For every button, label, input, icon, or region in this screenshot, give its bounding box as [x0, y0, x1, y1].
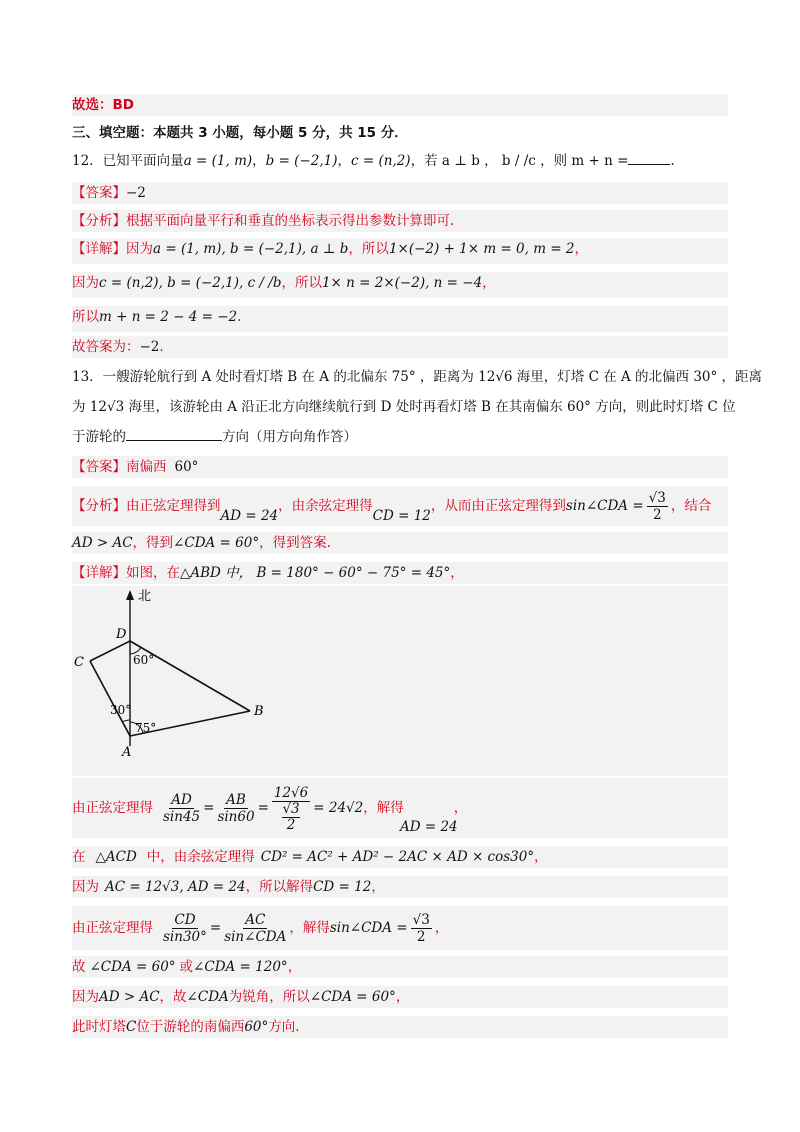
q13-step5-b: 或	[179, 959, 194, 975]
q13-detail-line-1	[72, 562, 728, 584]
label-C: C	[74, 655, 84, 670]
q12-detail-1c: ，	[574, 241, 589, 257]
q13-step7-b: 位于游轮的南偏西	[136, 1019, 245, 1035]
q13-stem-3a: 于游轮的	[72, 429, 126, 445]
q13-analysis-1b: ，由余弦定理得	[278, 498, 373, 514]
q13-step1-frac3	[272, 785, 310, 833]
q12-detail-1a: 因为	[126, 241, 153, 257]
q13-step7-math2: 60°	[244, 1019, 269, 1035]
q13-answer-blank	[126, 440, 222, 441]
q13-stem-line-3	[72, 426, 728, 448]
q13-stem-3b: 方向（用方向角作答）	[222, 429, 357, 445]
q13-stem-line-2: 为 12√3 海里，该游轮由 A 沿正北方向继续航行到 D 处时再看灯塔 B 在其南偏东 60° 方向，则此时灯塔 C 位	[72, 399, 736, 415]
q13-step4-den: 2	[416, 929, 426, 945]
q13-detail-tag: 【详解】	[72, 565, 126, 581]
q12-final-value: −2	[139, 339, 160, 355]
q12-analysis-text: 根据平面向量平行和垂直的坐标表示得出参数计算即可.	[126, 213, 455, 229]
q13-step5-c: ，	[287, 959, 302, 975]
q13-step2-math2: CD² = AC² + AD² − 2AC × AD × cos30°	[260, 849, 535, 865]
q13-step1-f3-den-den: 2	[286, 816, 296, 833]
q13-step4-c: ，	[434, 920, 449, 936]
q13-analysis-1c: ，从而由正弦定理得到	[430, 498, 566, 514]
q13-step4-math: sin∠CDA =	[329, 920, 408, 936]
q12-detail-3a: 所以	[72, 309, 99, 325]
q13-step7-a: 此时灯塔	[72, 1019, 126, 1035]
q13-step4-f2-num: AC	[245, 912, 266, 928]
section-heading: 三、填空题：本题共 3 小题，每小题 5 分，共 15 分．	[72, 125, 408, 141]
q13-step-2	[72, 846, 728, 868]
q13-step6-d: ，	[395, 989, 410, 1005]
angle-arc-30	[122, 720, 130, 722]
q13-step1-frac1	[163, 792, 200, 825]
q13-analysis-frac-den: 2	[652, 507, 662, 523]
q13-analysis-frac	[647, 490, 668, 523]
q13-step6-math: AD > AC	[99, 989, 160, 1005]
q12-analysis-tag: 【分析】	[72, 213, 126, 229]
q13-step1-f1-num: AD	[171, 792, 192, 808]
q13-answer-angle: 60°	[174, 459, 199, 475]
q13-step6-math3: ∠CDA = 60°	[309, 989, 396, 1005]
q13-step1-b: ，解得	[363, 800, 404, 816]
q12-answer-tag: 【答案】	[72, 185, 126, 201]
q13-answer-line	[72, 456, 728, 478]
q13-step5-math: ∠CDA = 60°	[89, 959, 176, 975]
segment-DB	[130, 641, 250, 711]
q13-analysis-frac-num: √3	[648, 490, 666, 506]
q13-step-6	[72, 986, 728, 1008]
label-angle-30: 30°	[110, 703, 132, 717]
q13-step-4	[72, 906, 728, 950]
q13-analysis-2-m2: ∠CDA = 60°	[173, 535, 260, 551]
q13-step1-frac2	[217, 792, 254, 825]
q13-step1-eq1: =	[203, 800, 215, 816]
q12-detail-2-math2: 1× n = 2×(−2), n = −4	[321, 275, 483, 291]
q13-analysis-line-2	[72, 532, 728, 554]
q13-analysis-2-m1: AD > AC	[72, 535, 133, 551]
choice-answer-line: 故选：BD	[72, 94, 728, 116]
q12-detail-1-math2: 1×(−2) + 1× m = 0, m = 2	[388, 241, 575, 257]
figure-panel	[72, 586, 728, 776]
q13-step1-result-text: AD = 24	[400, 819, 458, 835]
q13-step3-b: ，所以解得	[245, 879, 314, 895]
q13-step4-frac2	[224, 912, 286, 945]
q13-step4-f1-num: CD	[174, 912, 196, 928]
segment-DC	[90, 641, 130, 661]
q12-condition: ，若 a ⊥ b ， b / /c ，则 m + n =	[410, 153, 629, 169]
q13-step3-a: 因为	[72, 879, 99, 895]
q12-c-expr: c = (n,2)	[351, 153, 411, 169]
q13-step1-f1-den: sin45	[163, 809, 201, 825]
q12-detail-3b: .	[237, 309, 242, 325]
q13-analysis-1a: 由正弦定理得到	[126, 498, 221, 514]
q13-analysis-1-m1: AD = 24	[220, 508, 279, 524]
q13-step1-f2-den: sin60	[217, 809, 255, 825]
q13-analysis-1-m2: CD = 12	[372, 508, 431, 524]
q13-step1-result	[400, 816, 480, 838]
q13-step7-math: C	[126, 1019, 137, 1035]
q12-stem: 12．已知平面向量a = (1, m)，b = (−2,1)，c = (n,2)，若 a ⊥ b ， b / /c ，则 m + n = .	[72, 153, 675, 169]
q12-detail-line-2	[72, 272, 728, 298]
q13-step4-f2-den: sin∠CDA	[224, 929, 287, 945]
q13-answer-tag: 【答案】	[72, 459, 126, 475]
q13-step3-c: ，	[371, 879, 385, 895]
q13-analysis-1d: ，结合	[670, 498, 712, 514]
segment-CA	[90, 661, 130, 736]
q13-analysis-tag: 【分析】	[72, 498, 126, 514]
q13-step2-b: 中，由余弦定理得	[146, 849, 255, 865]
q13-step2-c: ，	[534, 849, 548, 865]
q13-step1-f2-num: AB	[226, 792, 246, 808]
q13-step4-frac3	[411, 912, 432, 945]
label-B: B	[254, 704, 264, 719]
q13-step6-b: ，故	[159, 989, 187, 1005]
q13-answer-value: 南偏西	[126, 459, 167, 475]
q12-detail-1b: ，所以	[348, 241, 389, 257]
q12-answer-blank	[628, 164, 670, 165]
q13-detail-1a: 如图，在	[126, 565, 180, 581]
label-north: 北	[138, 589, 152, 604]
q12-analysis-line	[72, 210, 728, 232]
q12-answer-line	[72, 182, 728, 204]
q13-step3-math2: CD = 12	[313, 879, 372, 895]
q12-detail-tag: 【详解】	[72, 241, 126, 257]
q13-step2-a: 在	[72, 849, 86, 865]
label-angle-75: 75°	[135, 721, 157, 735]
q13-step-3	[72, 876, 728, 898]
q13-step-5	[72, 956, 728, 978]
geometry-figure	[72, 586, 292, 776]
q12-final-label: 故答案为：	[72, 339, 140, 355]
q13-detail-1-math: △ABD 中， B = 180° − 60° − 75° = 45°	[180, 565, 451, 581]
q13-step4-b: ，解得	[289, 920, 330, 936]
q13-step2-math: △ACD	[95, 849, 137, 865]
q13-step6-a: 因为	[72, 989, 99, 1005]
q13-step-7	[72, 1016, 728, 1038]
q12-detail-2c: ，	[482, 275, 496, 291]
label-A: A	[122, 745, 132, 760]
q13-step4-eq: =	[209, 920, 222, 936]
q12-a-expr: a = (1, m)	[183, 153, 253, 169]
q13-step5-a: 故	[72, 959, 86, 975]
q13-step1-eq2: =	[257, 800, 269, 816]
q12-detail-1-math: a = (1, m), b = (−2,1), a ⊥ b	[153, 241, 349, 257]
q13-step1-f3-num: 12√6	[273, 784, 309, 801]
q12-detail-line-3	[72, 306, 728, 332]
q13-step6-c: 为锐角，所以	[228, 989, 310, 1005]
q13-step4-f1-den: sin30°	[163, 929, 207, 945]
q13-stem-line-1: 13．一艘游轮航行到 A 处时看灯塔 B 在 A 的北偏东 75° ，距离为 12√6 海里，灯塔 C 在 A 的北偏西 30° ，距离	[72, 369, 763, 385]
q12-detail-3-math: m + n = 2 − 4 = −2	[99, 309, 238, 325]
q12-final-line	[72, 336, 728, 358]
q13-step4-frac1	[163, 912, 207, 945]
q12-final-end: .	[159, 339, 164, 355]
q12-b-expr: b = (−2,1)	[265, 153, 338, 169]
q12-detail-2a: 因为	[72, 275, 99, 291]
q13-analysis-line-1	[72, 486, 728, 526]
q12-detail-2b: ，所以	[281, 275, 322, 291]
q13-step1-c: ，	[453, 800, 468, 816]
q12-stem-prefix: 12．已知平面向量	[72, 153, 184, 169]
label-angle-60: 60°	[133, 653, 155, 667]
q13-step1-f3-den	[282, 802, 299, 833]
q13-analysis-2b: ，得到答案.	[259, 535, 331, 551]
q13-step5-math2: ∠CDA = 120°	[193, 959, 288, 975]
q12-answer-value: −2	[126, 185, 146, 201]
q13-step4-a: 由正弦定理得	[72, 920, 153, 936]
q13-step4-num: √3	[412, 912, 430, 928]
q12-detail-2-math: c = (n,2), b = (−2,1), c / /b	[99, 275, 282, 291]
q13-step3-math: AC = 12√3, AD = 24	[105, 879, 246, 895]
q13-step1-a: 由正弦定理得	[72, 800, 153, 816]
q13-analysis-1-m3: sin∠CDA =	[565, 498, 644, 514]
q13-step6-math2: ∠CDA	[186, 989, 229, 1005]
q13-step1-rest: = 24√2	[313, 800, 364, 816]
q13-detail-1b: ，	[450, 565, 464, 581]
q13-analysis-2a: ，得到	[132, 535, 174, 551]
q13-step7-c: 方向.	[268, 1019, 300, 1035]
q12-end: .	[670, 153, 675, 169]
q12-detail-line-1	[72, 238, 728, 264]
q13-step1-f3-den-num: √3	[282, 800, 300, 817]
label-D: D	[116, 627, 127, 642]
north-arrow-icon	[126, 590, 134, 600]
